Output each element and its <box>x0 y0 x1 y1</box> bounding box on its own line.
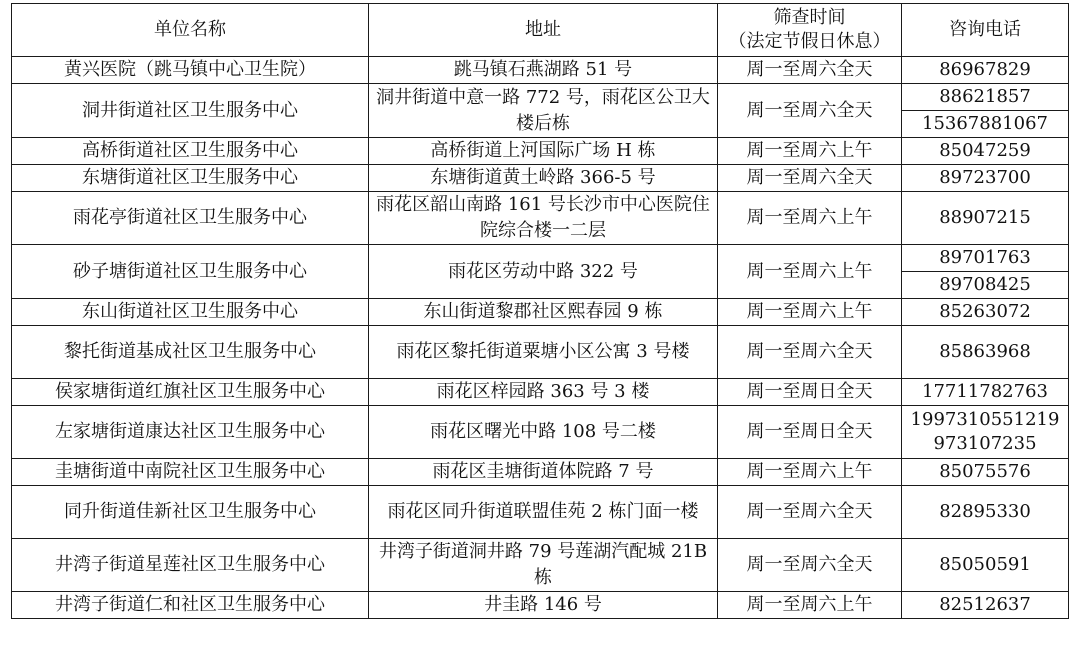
cell-name: 黎托街道基成社区卫生服务中心 <box>12 326 369 379</box>
cell-phone: 85047259 <box>902 138 1069 165</box>
cell-time: 周一至周六上午 <box>718 245 902 299</box>
cell-name: 左家塘街道康达社区卫生服务中心 <box>12 406 369 459</box>
screening-sites-table <box>11 3 1069 619</box>
cell-time: 周一至周六全天 <box>718 326 902 379</box>
table-row <box>12 379 1069 406</box>
cell-phone-secondary: 15367881067 <box>902 111 1069 138</box>
cell-phone: 89701763 <box>902 245 1069 272</box>
cell-address: 雨花区劳动中路 322 号 <box>369 245 718 299</box>
cell-phone-line1: 1997310551219 <box>910 409 1060 430</box>
cell-time: 周一至周六上午 <box>718 138 902 165</box>
cell-time: 周一至周六上午 <box>718 299 902 326</box>
cell-time: 周一至周六全天 <box>718 84 902 138</box>
cell-time: 周一至周六全天 <box>718 486 902 539</box>
cell-phone: 82512637 <box>902 592 1069 619</box>
cell-address: 雨花区韶山南路 161 号长沙市中心医院住院综合楼一二层 <box>369 192 718 245</box>
cell-time: 周一至周日全天 <box>718 406 902 459</box>
cell-name: 侯家塘街道红旗社区卫生服务中心 <box>12 379 369 406</box>
cell-address: 高桥街道上河国际广场 H 栋 <box>369 138 718 165</box>
cell-time: 周一至周六全天 <box>718 165 902 192</box>
cell-address: 跳马镇石燕湖路 51 号 <box>369 57 718 84</box>
table-row <box>12 406 1069 459</box>
cell-phone <box>902 406 1069 459</box>
table-row <box>12 57 1069 84</box>
table-row <box>12 539 1069 592</box>
cell-name: 圭塘街道中南院社区卫生服务中心 <box>12 459 369 486</box>
cell-time: 周一至周六全天 <box>718 539 902 592</box>
cell-phone: 85863968 <box>902 326 1069 379</box>
cell-address: 雨花区曙光中路 108 号二楼 <box>369 406 718 459</box>
table-row <box>12 486 1069 539</box>
cell-phone: 82895330 <box>902 486 1069 539</box>
cell-address: 东山街道黎郡社区熙春园 9 栋 <box>369 299 718 326</box>
cell-name: 井湾子街道星莲社区卫生服务中心 <box>12 539 369 592</box>
table-row <box>12 192 1069 245</box>
header-time-line2: （法定节假日休息） <box>728 31 891 52</box>
cell-time: 周一至周六上午 <box>718 459 902 486</box>
cell-time: 周一至周六上午 <box>718 592 902 619</box>
cell-address: 洞井街道中意一路 772 号，雨花区公卫大楼后栋 <box>369 84 718 138</box>
cell-address: 雨花区同升街道联盟佳苑 2 栋门面一楼 <box>369 486 718 539</box>
table-row <box>12 592 1069 619</box>
table-row <box>12 459 1069 486</box>
cell-phone: 85075576 <box>902 459 1069 486</box>
cell-time: 周一至周日全天 <box>718 379 902 406</box>
table-row <box>12 165 1069 192</box>
cell-name: 东塘街道社区卫生服务中心 <box>12 165 369 192</box>
cell-phone: 89723700 <box>902 165 1069 192</box>
cell-phone: 88907215 <box>902 192 1069 245</box>
table-row <box>12 245 1069 272</box>
cell-name: 雨花亭街道社区卫生服务中心 <box>12 192 369 245</box>
table-row <box>12 138 1069 165</box>
cell-phone: 85050591 <box>902 539 1069 592</box>
cell-phone-secondary: 89708425 <box>902 272 1069 299</box>
cell-name: 井湾子街道仁和社区卫生服务中心 <box>12 592 369 619</box>
header-time-line1: 筛查时间 <box>773 7 846 28</box>
table-row <box>12 299 1069 326</box>
header-time <box>718 4 902 57</box>
cell-name: 同升街道佳新社区卫生服务中心 <box>12 486 369 539</box>
cell-phone: 17711782763 <box>902 379 1069 406</box>
cell-name: 黄兴医院（跳马镇中心卫生院） <box>12 57 369 84</box>
cell-address: 雨花区梓园路 363 号 3 楼 <box>369 379 718 406</box>
cell-name: 高桥街道社区卫生服务中心 <box>12 138 369 165</box>
header-row <box>12 4 1069 57</box>
cell-name: 东山街道社区卫生服务中心 <box>12 299 369 326</box>
cell-address: 东塘街道黄土岭路 366-5 号 <box>369 165 718 192</box>
header-address: 地址 <box>369 4 718 57</box>
cell-phone: 86967829 <box>902 57 1069 84</box>
table-row <box>12 326 1069 379</box>
cell-time: 周一至周六上午 <box>718 192 902 245</box>
cell-time: 周一至周六全天 <box>718 57 902 84</box>
cell-address: 井圭路 146 号 <box>369 592 718 619</box>
cell-phone: 88621857 <box>902 84 1069 111</box>
cell-address: 雨花区黎托街道粟塘小区公寓 3 号楼 <box>369 326 718 379</box>
cell-phone: 85263072 <box>902 299 1069 326</box>
cell-name: 砂子塘街道社区卫生服务中心 <box>12 245 369 299</box>
cell-name: 洞井街道社区卫生服务中心 <box>12 84 369 138</box>
cell-phone-line2: 973107235 <box>933 433 1037 454</box>
header-name: 单位名称 <box>12 4 369 57</box>
cell-address: 雨花区圭塘街道体院路 7 号 <box>369 459 718 486</box>
table-row <box>12 84 1069 111</box>
cell-address: 井湾子街道洞井路 79 号莲湖汽配城 21B 栋 <box>369 539 718 592</box>
header-phone: 咨询电话 <box>902 4 1069 57</box>
